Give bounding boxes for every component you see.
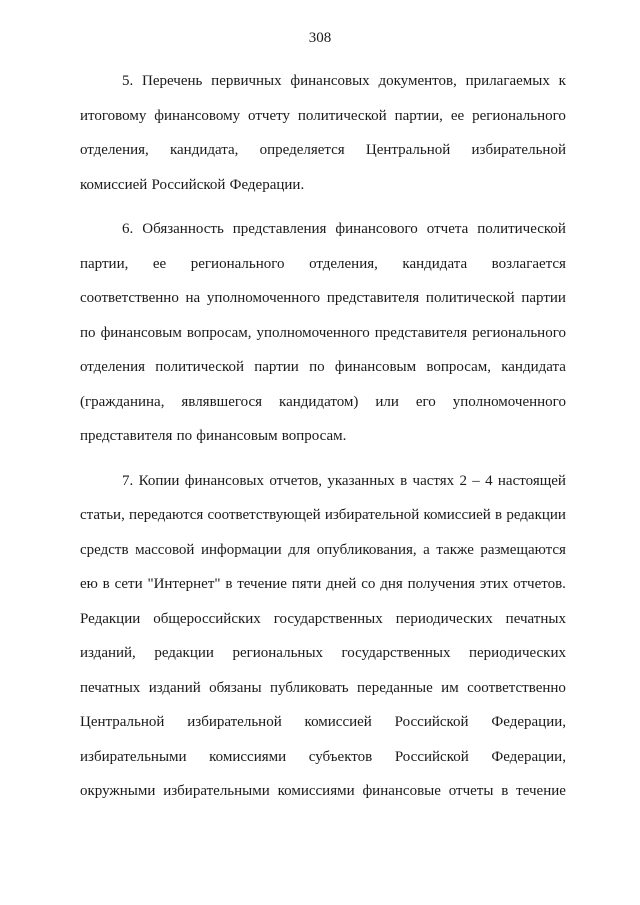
word: Российской	[394, 748, 469, 765]
word: уполномоченного	[256, 324, 370, 341]
word: Центральной	[80, 714, 165, 730]
text-line	[80, 602, 566, 637]
word: окружными	[80, 783, 156, 799]
word: кандидата	[402, 255, 468, 272]
word: "Интернет"	[147, 576, 221, 592]
word: Федерации.	[229, 176, 305, 193]
word: соответственно	[467, 679, 566, 696]
paragraph-5	[80, 64, 566, 202]
word: партии	[254, 359, 299, 375]
word: для	[288, 541, 311, 558]
word: финансовым	[196, 428, 278, 444]
word: субъектов	[308, 748, 373, 765]
word: отделения,	[309, 255, 378, 272]
word: изданий,	[80, 645, 136, 661]
word: Копии	[138, 472, 180, 489]
document-body	[80, 64, 566, 819]
word: периодических	[395, 610, 493, 627]
word: регионального	[472, 324, 566, 341]
word: отчету	[248, 107, 290, 124]
word: финансовые	[362, 783, 441, 799]
word: в	[495, 507, 503, 523]
word: печатных	[505, 610, 566, 627]
word: по	[309, 359, 325, 375]
word: передаются	[129, 507, 204, 523]
word: комиссиями	[209, 748, 287, 765]
text-line	[80, 385, 566, 420]
word: 4	[485, 472, 493, 489]
word: финансовых	[290, 73, 370, 89]
word: определяется	[259, 142, 345, 158]
page-number: 308	[308, 30, 332, 46]
word: регионального	[472, 107, 566, 124]
word: Российской	[151, 176, 226, 193]
word: отчетов,	[269, 472, 323, 489]
word: уполномоченного	[206, 290, 321, 306]
word: в	[400, 472, 408, 489]
word: избирательными	[163, 783, 270, 799]
word: Федерации,	[491, 714, 566, 730]
word: Редакции	[80, 610, 141, 627]
word: государственных	[341, 645, 451, 661]
word: избирательной	[471, 142, 566, 158]
word: 2	[459, 472, 467, 489]
text-line	[80, 168, 566, 203]
text-line	[80, 212, 566, 247]
word: комиссиями	[277, 783, 355, 799]
word: комиссией	[80, 176, 148, 193]
word: к	[558, 73, 566, 89]
word: комиссией	[304, 714, 372, 730]
text-line	[80, 64, 566, 99]
word: кандидата,	[169, 142, 239, 158]
word: политической	[297, 107, 387, 124]
word: указанных	[327, 472, 395, 489]
word: политической	[477, 221, 566, 237]
word: итоговому	[80, 107, 147, 124]
word: финансовым	[334, 359, 417, 375]
word: финансовому	[154, 107, 241, 124]
word: обязаны	[209, 679, 262, 696]
word: 6.	[122, 221, 134, 237]
word: отчетов.	[513, 576, 566, 592]
word: финансового	[335, 221, 418, 237]
word: изданий	[148, 679, 201, 696]
word: Обязанность	[142, 221, 224, 237]
paragraph-7	[80, 464, 566, 809]
word: средств	[80, 541, 129, 558]
word: уполномоченного	[452, 393, 566, 410]
word: соответственно	[80, 290, 179, 306]
text-line	[80, 671, 566, 706]
word: представителя	[374, 324, 468, 341]
word: по	[176, 428, 193, 444]
word: по	[80, 324, 96, 341]
word: кандидатом)	[279, 393, 359, 410]
word: партии,	[394, 107, 443, 124]
word: редакции	[506, 507, 566, 523]
word: Российской	[394, 714, 469, 730]
word: отделения,	[80, 142, 149, 158]
word: информации	[200, 541, 282, 558]
word: возлагается	[491, 255, 566, 272]
text-line	[80, 636, 566, 671]
text-line	[80, 464, 566, 499]
word: этих	[479, 576, 509, 592]
word: (гражданина,	[80, 393, 165, 410]
word: Перечень	[142, 73, 203, 89]
word: в	[501, 783, 509, 799]
word: государственных	[273, 610, 383, 627]
word: настоящей	[497, 472, 566, 489]
word: в	[225, 576, 233, 592]
word: редакции	[154, 645, 214, 661]
word: кандидата	[501, 359, 566, 375]
word: политической	[425, 290, 515, 306]
word: отчета	[426, 221, 469, 237]
word: а	[423, 541, 430, 558]
word: ее	[450, 107, 465, 124]
text-line	[80, 567, 566, 602]
word: отчеты	[448, 783, 494, 799]
word: также	[436, 541, 474, 558]
text-line	[80, 740, 566, 775]
word: переданные	[357, 679, 433, 696]
word: 5.	[122, 73, 134, 89]
word: представителя	[326, 290, 420, 306]
word: Центральной	[365, 142, 451, 158]
text-line	[80, 316, 566, 351]
word: политической	[155, 359, 244, 375]
word: Федерации,	[491, 748, 566, 765]
word: ее	[152, 255, 167, 272]
word: частях	[412, 472, 455, 489]
word: вопросам,	[426, 359, 491, 375]
word: сети	[114, 576, 143, 592]
word: статьи,	[80, 507, 125, 523]
word: дня	[380, 576, 403, 592]
word: течение	[237, 576, 287, 592]
word: дней	[326, 576, 357, 592]
word: на	[185, 290, 201, 306]
word: вопросам.	[281, 428, 347, 444]
text-line	[80, 705, 566, 740]
word: представления	[232, 221, 327, 237]
word: или	[375, 393, 399, 410]
word: представителя	[80, 428, 173, 444]
word: партии,	[80, 255, 129, 272]
word: им	[441, 679, 459, 696]
word: финансовым	[100, 324, 182, 341]
word: вопросам,	[186, 324, 252, 341]
text-line	[80, 247, 566, 282]
text-line	[80, 133, 566, 168]
word: печатных	[80, 679, 141, 696]
word: соответствующей	[207, 507, 321, 523]
word: первичных	[211, 73, 282, 89]
word: финансовых	[184, 472, 264, 489]
word: –	[472, 472, 480, 489]
word: в	[102, 576, 110, 592]
text-line	[80, 774, 566, 809]
text-line	[80, 99, 566, 134]
word: массовой	[135, 541, 195, 558]
paragraph-6	[80, 212, 566, 454]
word: публиковать	[269, 679, 349, 696]
word: отделения	[80, 359, 146, 375]
word: прилагаемых	[465, 73, 550, 89]
word: документов,	[378, 73, 457, 89]
word: ею	[80, 576, 98, 592]
word: течение	[516, 783, 566, 799]
word: 7.	[122, 472, 134, 489]
word: пяти	[291, 576, 322, 592]
word: опубликования,	[316, 541, 417, 558]
word: региональных	[232, 645, 324, 661]
text-line	[80, 533, 566, 568]
word: партии	[521, 290, 566, 306]
text-line	[80, 281, 566, 316]
text-line	[80, 498, 566, 533]
word: со	[361, 576, 376, 592]
word: его	[415, 393, 436, 410]
text-line	[80, 419, 566, 454]
word: избирательной	[324, 507, 420, 523]
word: общероссийских	[153, 610, 261, 627]
word: комиссией	[423, 507, 491, 523]
word: являвшегося	[181, 393, 263, 410]
word: избирательными	[80, 748, 187, 765]
word: избирательной	[187, 714, 282, 730]
word: получения	[407, 576, 476, 592]
word: периодических	[469, 645, 566, 661]
word: размещаются	[480, 541, 566, 558]
text-line	[80, 350, 566, 385]
word: регионального	[190, 255, 285, 272]
